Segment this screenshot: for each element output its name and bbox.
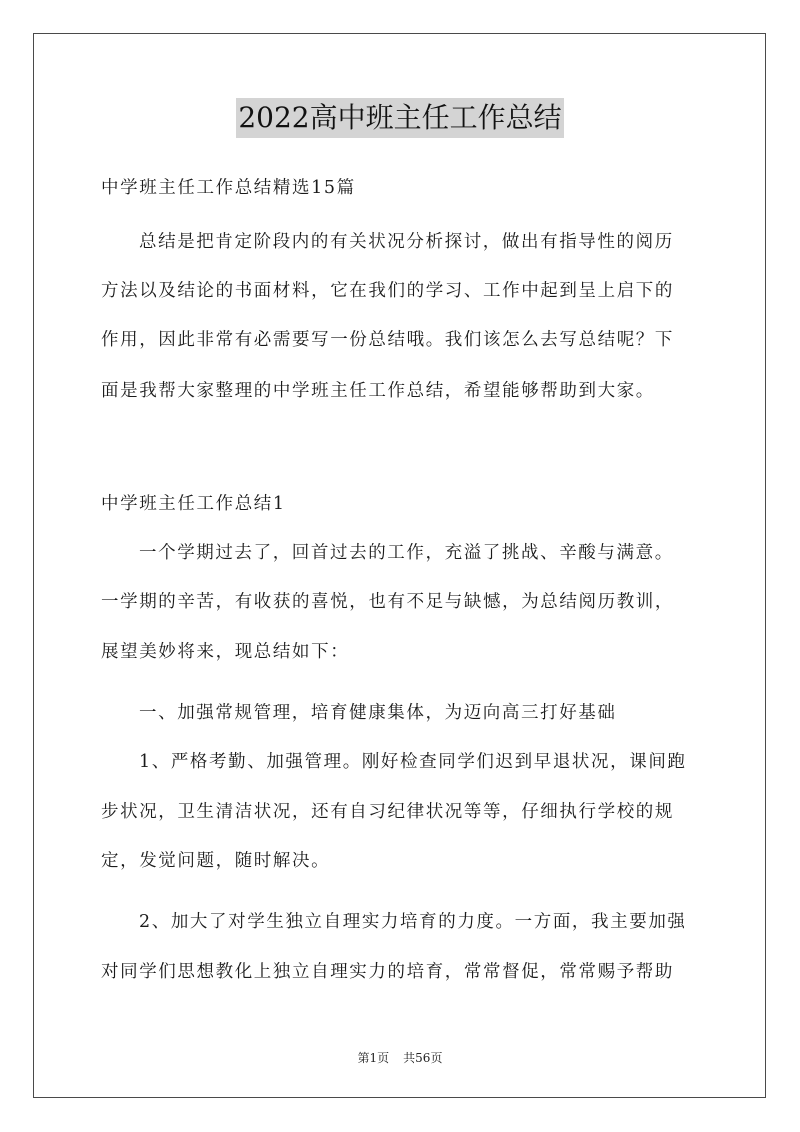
intro-line-1: 总结是把肯定阶段内的有关状况分析探讨，做出有指导性的阅历 bbox=[139, 232, 674, 252]
subtitle: 中学班主任工作总结精选15篇 bbox=[101, 178, 356, 198]
document-title: 2022高中班主任工作总结 bbox=[236, 98, 563, 138]
section-intro-line-1: 一个学期过去了，回首过去的工作，充溢了挑战、辛酸与满意。 bbox=[139, 543, 674, 563]
item-1-line-2: 步状况，卫生清洁状况，还有自习纪律状况等等，仔细执行学校的规 bbox=[101, 802, 674, 822]
page-total: 共56页 bbox=[403, 1051, 443, 1065]
intro-line-3: 作用，因此非常有必需要写一份总结哦。我们该怎么去写总结呢？下 bbox=[101, 330, 674, 350]
heading-1: 一、加强常规管理，培育健康集体，为迈向高三打好基础 bbox=[139, 703, 617, 723]
item-1-line-1: 1、严格考勤、加强管理。刚好检查同学们迟到早退状况，课间跑 bbox=[139, 752, 687, 772]
item-1-line-3: 定，发觉问题，随时解决。 bbox=[101, 851, 331, 871]
item-2-line-1: 2、加大了对学生独立自理实力培育的力度。一方面，我主要加强 bbox=[139, 912, 687, 932]
page-number: 第1页 bbox=[357, 1051, 390, 1065]
page-footer bbox=[0, 1049, 800, 1066]
section-heading: 中学班主任工作总结1 bbox=[101, 494, 286, 514]
intro-line-2: 方法以及结论的书面材料，它在我们的学习、工作中起到呈上启下的 bbox=[101, 281, 674, 301]
item-2-line-2: 对同学们思想教化上独立自理实力的培育，常常督促，常常赐予帮助 bbox=[101, 962, 674, 982]
intro-line-4: 面是我帮大家整理的中学班主任工作总结，希望能够帮助到大家。 bbox=[101, 381, 655, 401]
section-intro-line-3: 展望美妙将来，现总结如下： bbox=[101, 642, 350, 662]
title-block bbox=[0, 98, 800, 138]
section-intro-line-2: 一学期的辛苦，有收获的喜悦，也有不足与缺憾，为总结阅历教训， bbox=[101, 592, 674, 612]
